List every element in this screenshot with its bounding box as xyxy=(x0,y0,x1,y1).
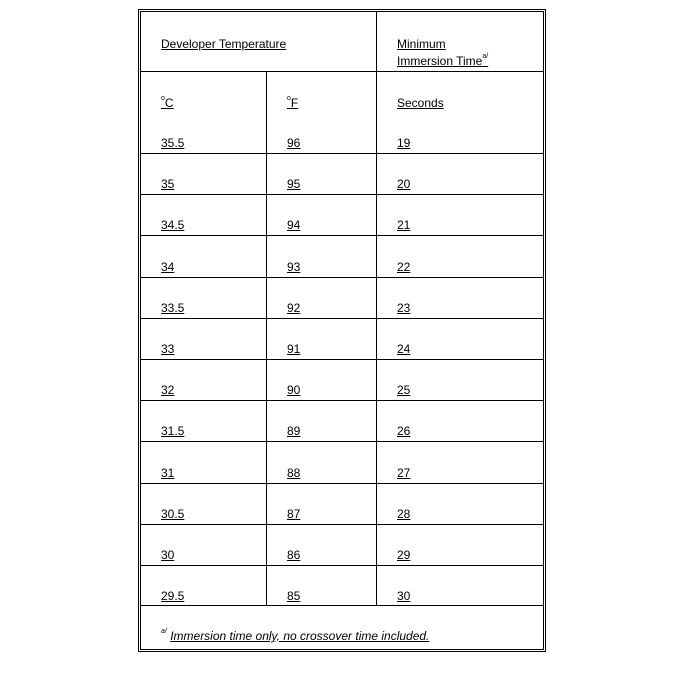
fahrenheit-value: 92 xyxy=(287,301,301,315)
header-divider xyxy=(141,71,543,72)
row-divider xyxy=(141,235,543,236)
fahrenheit-value: 93 xyxy=(287,260,301,274)
seconds-value: 29 xyxy=(397,548,411,562)
row-divider xyxy=(141,153,543,154)
fahrenheit-unit xyxy=(287,96,298,110)
celsius-value: 34 xyxy=(161,260,175,274)
celsius-value: 35 xyxy=(161,177,175,191)
celsius-value: 32 xyxy=(161,383,175,397)
celsius-value: 29.5 xyxy=(161,589,185,603)
fahrenheit-value: 85 xyxy=(287,589,301,603)
celsius-value: 31 xyxy=(161,466,175,480)
developer-temperature-header: Developer Temperature xyxy=(161,37,287,51)
celsius-value: 34.5 xyxy=(161,218,185,232)
celsius-value: 33 xyxy=(161,342,175,356)
seconds-value: 25 xyxy=(397,383,411,397)
celsius-value: 30 xyxy=(161,548,175,562)
seconds-value: 23 xyxy=(397,301,411,315)
header-footnote-marker: a/ xyxy=(482,53,489,60)
seconds-value: 19 xyxy=(397,136,411,150)
fahrenheit-value: 91 xyxy=(287,342,301,356)
fahrenheit-value: 95 xyxy=(287,177,301,191)
footnote-marker: a/ xyxy=(161,628,167,635)
column-divider-1 xyxy=(266,71,267,605)
seconds-value: 26 xyxy=(397,424,411,438)
seconds-value: 30 xyxy=(397,589,411,603)
fahrenheit-value: 88 xyxy=(287,466,301,480)
celsius-value: 33.5 xyxy=(161,301,185,315)
fahrenheit-degree-symbol: o xyxy=(287,95,291,102)
seconds-value: 21 xyxy=(397,218,411,232)
immersion-time-label: Immersion Time xyxy=(397,54,483,68)
celsius-unit xyxy=(161,96,174,110)
fahrenheit-value: 96 xyxy=(287,136,301,150)
seconds-value: 27 xyxy=(397,466,411,480)
seconds-value: 24 xyxy=(397,342,411,356)
seconds-unit: Seconds xyxy=(397,96,444,110)
footnote-divider xyxy=(141,605,543,606)
fahrenheit-value: 90 xyxy=(287,383,301,397)
row-divider xyxy=(141,277,543,278)
column-divider-2 xyxy=(376,12,377,605)
seconds-value: 20 xyxy=(397,177,411,191)
row-divider xyxy=(141,483,543,484)
fahrenheit-value: 89 xyxy=(287,424,301,438)
celsius-degree-symbol: o xyxy=(161,95,165,102)
row-divider xyxy=(141,565,543,566)
seconds-value: 28 xyxy=(397,507,411,521)
row-divider xyxy=(141,400,543,401)
row-divider xyxy=(141,441,543,442)
footnote-text: Immersion time only, no crossover time included. xyxy=(170,629,430,643)
celsius-value: 35.5 xyxy=(161,136,185,150)
row-divider xyxy=(141,524,543,525)
immersion-time-table xyxy=(138,9,546,652)
immersion-time-header xyxy=(397,54,488,68)
fahrenheit-value: 86 xyxy=(287,548,301,562)
row-divider xyxy=(141,359,543,360)
row-divider xyxy=(141,318,543,319)
row-divider xyxy=(141,194,543,195)
fahrenheit-letter: F xyxy=(290,96,299,110)
celsius-letter: C xyxy=(164,96,174,110)
fahrenheit-value: 94 xyxy=(287,218,301,232)
fahrenheit-value: 87 xyxy=(287,507,301,521)
seconds-value: 22 xyxy=(397,260,411,274)
minimum-header-line1: Minimum xyxy=(397,37,446,51)
celsius-value: 30.5 xyxy=(161,507,185,521)
celsius-value: 31.5 xyxy=(161,424,185,438)
footnote xyxy=(161,629,429,643)
